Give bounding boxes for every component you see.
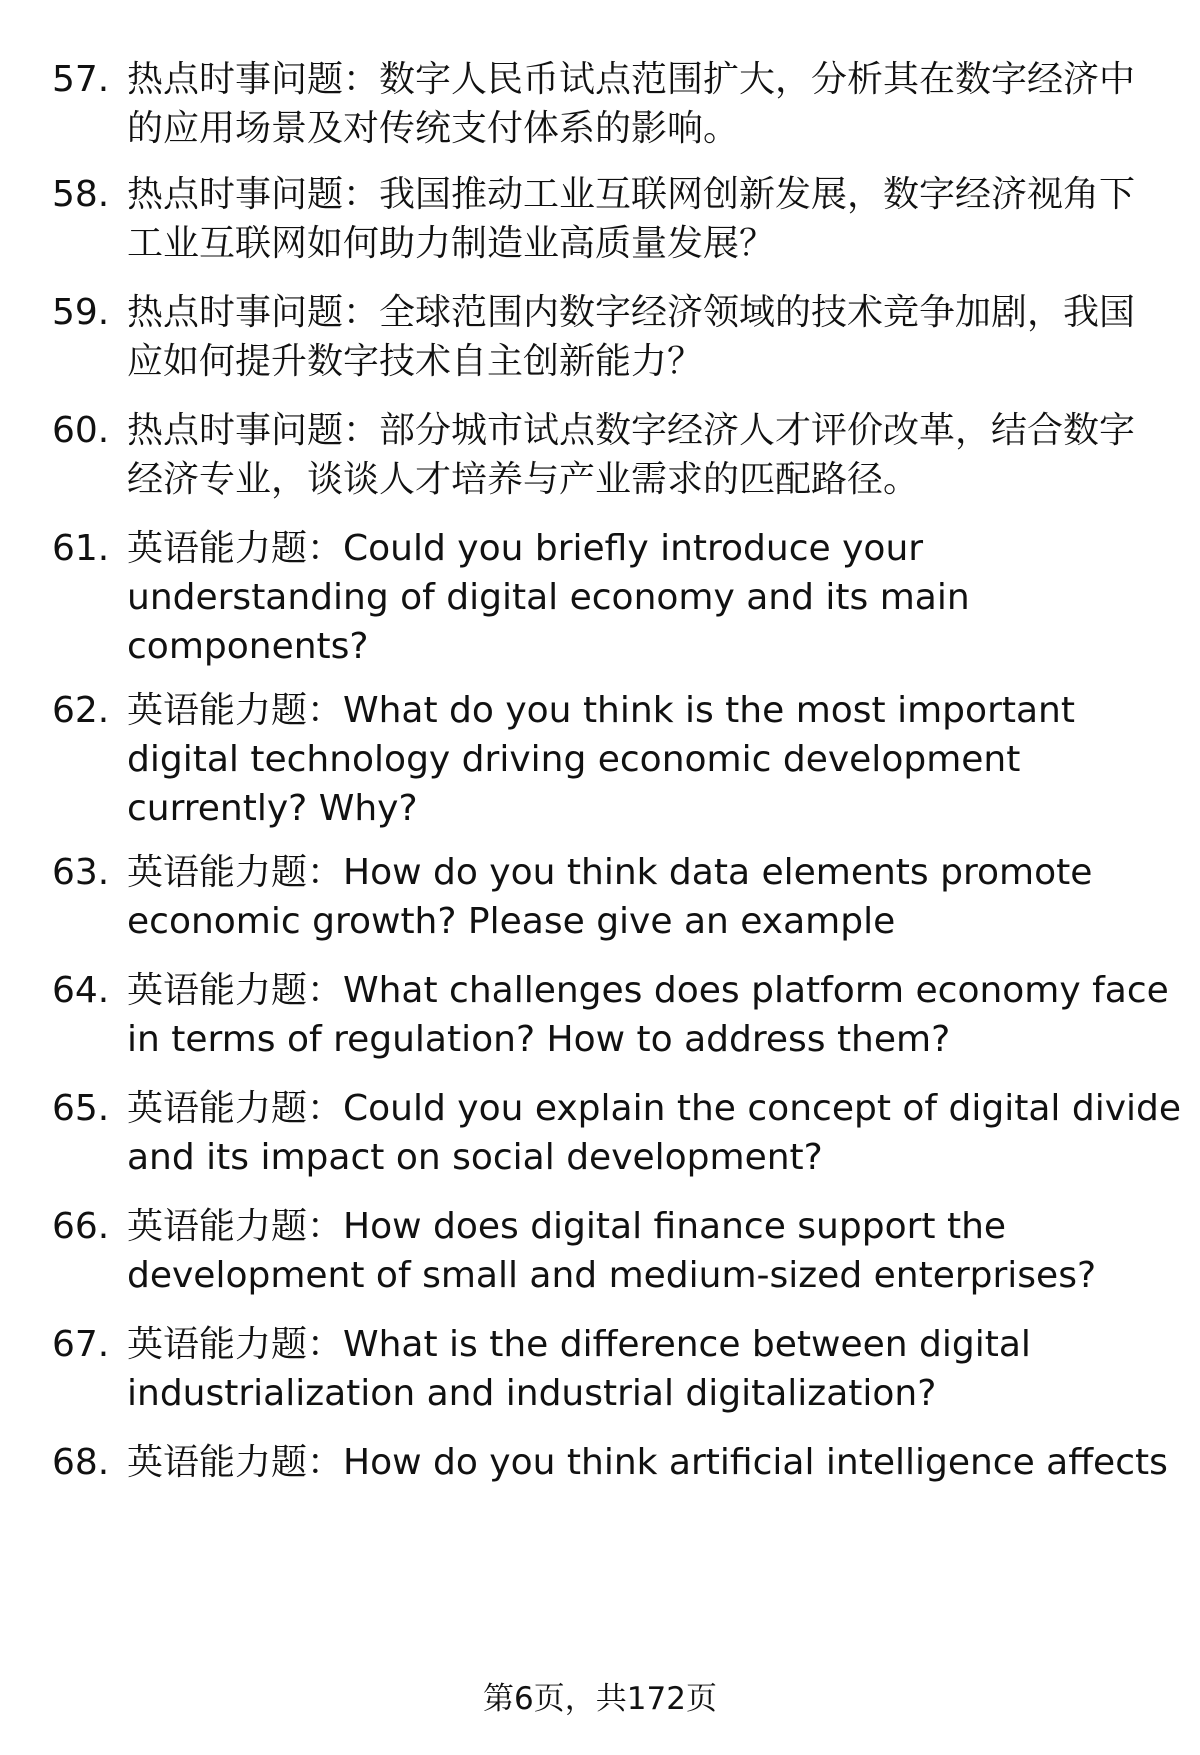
question-number: 63.: [52, 852, 110, 893]
question-text: [127, 848, 1200, 946]
question-line: 英语能力题：Could you explain the concept of digital divide: [127, 1088, 1182, 1129]
question-number: 62.: [52, 690, 110, 731]
question-line: economic growth? Please give an example: [127, 901, 896, 942]
question-line: 热点时事问题：数字人民币试点范围扩大，分析其在数字经济中: [127, 59, 1136, 100]
question-text: [127, 686, 1200, 833]
question-number: 65.: [52, 1088, 110, 1129]
question-line: 英语能力题：What is the difference between digital: [127, 1324, 1031, 1365]
question-number: 61.: [52, 528, 110, 569]
question-line: development of small and medium-sized enterprises?: [127, 1255, 1097, 1296]
question-text: [127, 1202, 1200, 1300]
question-number: 67.: [52, 1324, 110, 1365]
question-text: [127, 524, 1200, 671]
question-number: 60.: [52, 410, 110, 451]
question-line: 英语能力题：How does digital finance support the: [127, 1206, 1007, 1247]
question-line: in terms of regulation? How to address them?: [127, 1019, 951, 1060]
question-text: [127, 170, 1200, 268]
question-line: and its impact on social development?: [127, 1137, 823, 1178]
question-line: 英语能力题：What challenges does platform economy face: [127, 970, 1169, 1011]
question-line: 经济专业，谈谈人才培养与产业需求的匹配路径。: [127, 459, 920, 500]
question-number: 59.: [52, 292, 110, 333]
question-number: 57.: [52, 59, 110, 100]
question-text: [127, 1438, 1200, 1487]
question-line: currently? Why?: [127, 788, 418, 829]
question-line: 热点时事问题：我国推动工业互联网创新发展，数字经济视角下: [127, 174, 1136, 215]
question-line: industrialization and industrial digitalization?: [127, 1373, 937, 1414]
page-footer: 第6页，共172页: [483, 1681, 717, 1717]
question-text: [127, 288, 1200, 386]
question-line: understanding of digital economy and its main: [127, 577, 970, 618]
question-number: 66.: [52, 1206, 110, 1247]
question-line: 热点时事问题：部分城市试点数字经济人才评价改革，结合数字: [127, 410, 1136, 451]
question-line: 热点时事问题：全球范围内数字经济领域的技术竞争加剧，我国: [127, 292, 1136, 333]
question-line: 英语能力题：How do you think data elements promote: [127, 852, 1093, 893]
question-line: 英语能力题：How do you think artificial intelligence affects: [127, 1442, 1168, 1483]
question-text: [127, 406, 1200, 504]
question-line: 英语能力题：Could you briefly introduce your: [127, 528, 924, 569]
question-line: 英语能力题：What do you think is the most important: [127, 690, 1075, 731]
question-text: [127, 55, 1200, 153]
question-number: 64.: [52, 970, 110, 1011]
question-line: 应如何提升数字技术自主创新能力？: [127, 341, 704, 382]
question-text: [127, 966, 1200, 1064]
question-number: 68.: [52, 1442, 110, 1483]
question-line: digital technology driving economic development: [127, 739, 1021, 780]
question-text: [127, 1320, 1200, 1418]
question-line: components?: [127, 626, 369, 667]
question-number: 58.: [52, 174, 110, 215]
question-line: 工业互联网如何助力制造业高质量发展？: [127, 223, 776, 264]
question-text: [127, 1084, 1200, 1182]
question-line: 的应用场景及对传统支付体系的影响。: [127, 108, 740, 149]
